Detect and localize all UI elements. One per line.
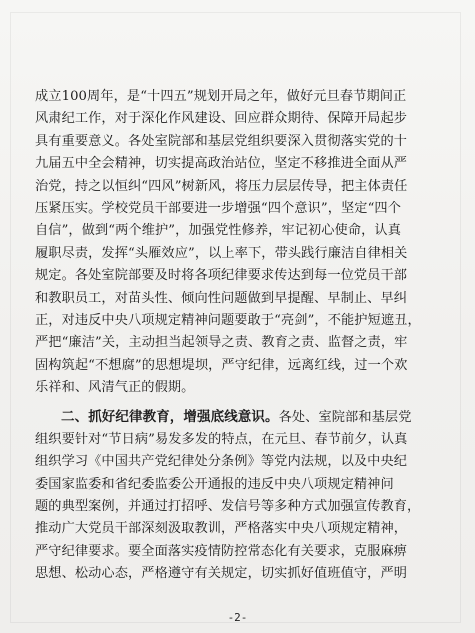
text-line: 治党，持之以恒纠“四风”树新风，将压力层层传导，把主体责任 [35, 178, 408, 194]
text-line: 委国家监委和省纪委监委公开通报的违反中央八项规定精神问 [35, 476, 394, 492]
text-line: 固构筑起“不想腐”的思想堤坝，严守纪律，远离红线，过一个欢 [35, 357, 408, 373]
text-line: 推动广大党员干部深刻汲取教训，严格落实中央八项规定精神， [35, 521, 408, 537]
body-text [35, 86, 453, 586]
text-line: 压紧压实。学校党员干部要进一步增强“四个意识”，坚定“四个 [35, 200, 401, 216]
text-line: 九届五中全会精神，切实提高政治站位，坚定不移推进全面从严 [35, 156, 408, 172]
text-line: 严守纪律要求。要全面落实疫情防控常态化有关要求，克服麻痹 [35, 543, 408, 559]
text-line: 思想、松动心态，严格遵守有关规定，切实抓好值班值守，严明 [35, 566, 408, 582]
text-line: 风肃纪工作，对于深化作风建设、回应群众期待、保障开局起步 [35, 111, 408, 127]
text-line: 正，对违反中央八项规定精神问题要敢于“亮剑”，不能护短遮丑， [35, 312, 421, 328]
text-line: 题的典型案例，并通过打招呼、发信号等多种方式加强宣传教育， [35, 499, 421, 515]
page-number: -2- [227, 611, 248, 624]
text-line: 和教职员工，对苗头性、倾向性问题做到早提醒、早制止、早纠 [35, 290, 408, 306]
text-line: 成立100周年，是“十四五”规划开局之年，做好元旦春节期间正 [35, 89, 407, 104]
text-line: 履职尽责，发挥“头雁效应”，以上率下，带头践行廉洁自律相关 [35, 245, 408, 261]
text-line: 自信”，做到“两个维护”，加强党性修养，牢记初心使命，认真 [35, 223, 401, 239]
text-line: 规定。各处室院部要及时将各项纪律要求传达到每一位党员干部 [35, 268, 408, 284]
section-heading-continuation: 各处、室院部和基层党 [278, 410, 412, 426]
text-line: 严把“廉洁”关，主动担当起领导之责、教育之责、监督之责，牢 [35, 335, 408, 351]
text-line: 组织学习《中国共产党纪律处分条例》等党内法规，以及中央纪 [35, 454, 408, 470]
text-line: 具有重要意义。各处室院部和基层党组织要深入贯彻落实党的十 [35, 133, 408, 149]
text-line: 乐祥和、风清气正的假期。 [35, 380, 195, 396]
section-first-line [35, 406, 453, 428]
section-heading: 二、抓好纪律教育，增强底线意识。 [61, 409, 279, 426]
text-line: 组织要针对“节日病”易发多发的特点，在元旦、春节前夕，认真 [35, 431, 408, 447]
